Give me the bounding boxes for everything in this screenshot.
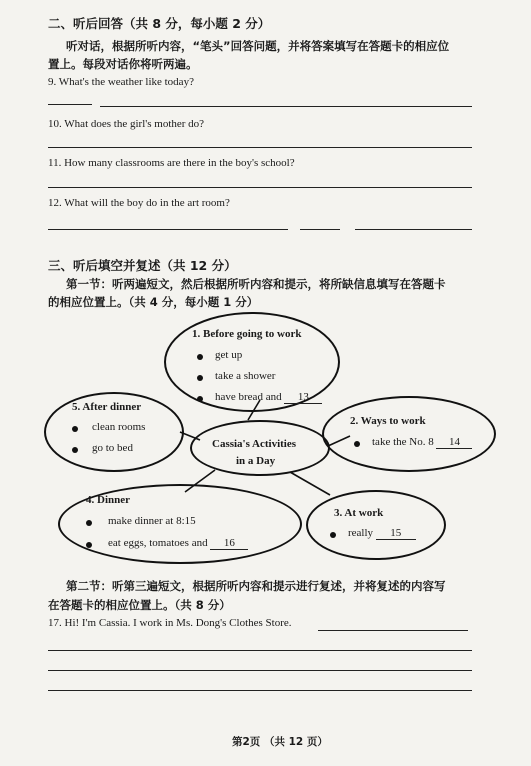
bullet-icon: [86, 520, 92, 526]
answer-line-17-4[interactable]: [48, 690, 472, 691]
dinner-item-1: make dinner at 8:15: [108, 515, 196, 527]
blank-15[interactable]: 15: [376, 527, 416, 540]
bubble-before-work-title: 1. Before going to work: [192, 328, 302, 340]
answer-line-17-inline[interactable]: [318, 630, 468, 631]
question-10: 10. What does the girl's mother do?: [48, 118, 205, 130]
part-2-instruction-line-1: 第二节：听第三遍短文，根据所听内容和提示进行复述，并将复述的内容写: [66, 579, 446, 593]
section-2-instruction-line-2: 置上。每段对话你将听两遍。: [48, 57, 198, 71]
bullet-icon: [197, 375, 203, 381]
blank-13[interactable]: 13: [284, 391, 322, 404]
section-2-instruction-line-1: 听对话，根据所听内容，“笔头”回答问题，并将答案填写在答题卡的相应位: [66, 39, 450, 53]
blank-14[interactable]: 14: [436, 436, 472, 449]
question-11: 11. How many classrooms are there in the boy's school?: [48, 157, 295, 169]
after-dinner-item-1: clean rooms: [92, 421, 146, 433]
bubble-at-work-title: 3. At work: [334, 507, 384, 519]
ways-item-1: take the No. 8 14: [372, 436, 472, 449]
answer-line-17-3[interactable]: [48, 670, 472, 671]
section-2-title: 二、听后回答（共 8 分，每小题 2 分）: [48, 16, 271, 31]
bubble-ways-title: 2. Ways to work: [350, 415, 426, 427]
question-9: 9. What's the weather like today?: [48, 76, 194, 88]
center-title-line-2: in a Day: [236, 455, 276, 467]
bubble-at-work: [306, 490, 446, 560]
connector-at-work: [290, 472, 330, 495]
section-3-title: 三、听后填空并复述（共 12 分）: [48, 258, 237, 273]
before-work-item-1: get up: [215, 349, 243, 361]
bullet-icon: [72, 426, 78, 432]
bubble-ways-to-work: [322, 396, 496, 472]
bullet-icon: [330, 532, 336, 538]
bubble-after-dinner-title: 5. After dinner: [72, 401, 142, 413]
page-footer: 第2页 （共 12 页）: [232, 736, 328, 748]
center-title-line-1: Cassia's Activities: [212, 438, 297, 450]
part-1-instruction-line-2: 的相应位置上。（共 4 分，每小题 1 分）: [48, 295, 259, 309]
bullet-icon: [86, 542, 92, 548]
part-2-instruction-line-2: 在答题卡的相应位置上。（共 8 分）: [48, 598, 231, 612]
bullet-icon: [197, 354, 203, 360]
bubble-dinner-title: 4. Dinner: [86, 494, 130, 506]
answer-line-17-2[interactable]: [48, 650, 472, 651]
blank-16[interactable]: 16: [210, 537, 248, 550]
bullet-icon: [354, 441, 360, 447]
bullet-icon: [197, 396, 203, 402]
part-1-instruction-line-1: 第一节：听两遍短文，然后根据所听内容和提示，将所缺信息填写在答题卡: [66, 277, 446, 291]
bullet-icon: [72, 447, 78, 453]
dinner-item-2: eat eggs, tomatoes and 16: [108, 537, 248, 550]
before-work-item-3: have bread and 13: [215, 391, 322, 404]
after-dinner-item-2: go to bed: [92, 442, 133, 454]
question-17: 17. Hi! I'm Cassia. I work in Ms. Dong's Clothes Store.: [48, 617, 292, 629]
before-work-item-2: take a shower: [215, 370, 276, 382]
question-12: 12. What will the boy do in the art room?: [48, 197, 230, 209]
at-work-item-1: really 15: [348, 527, 416, 540]
